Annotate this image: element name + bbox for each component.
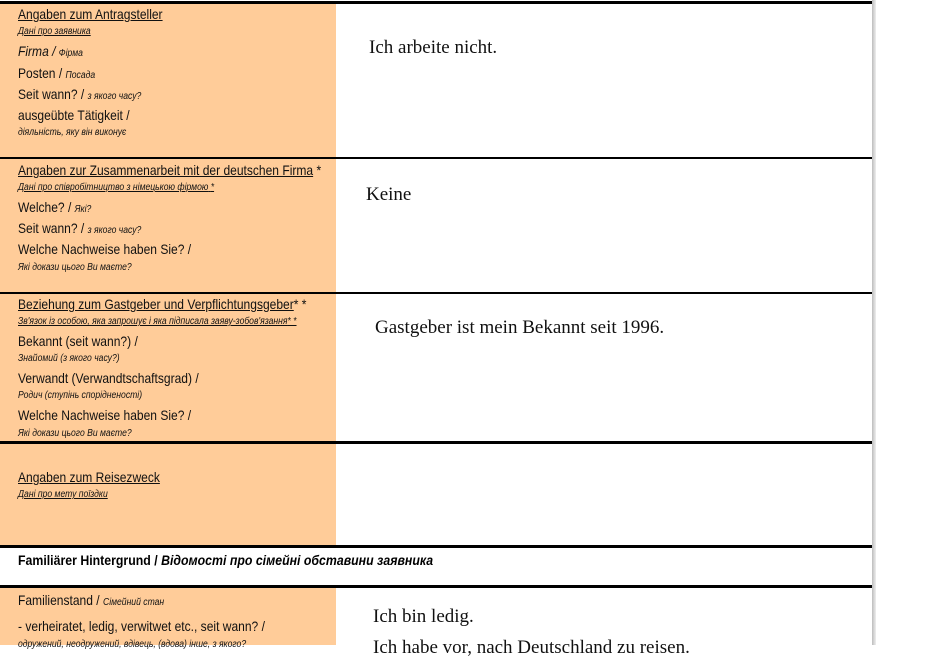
page-edge-shadow: [872, 0, 876, 645]
rule-top: [0, 1, 872, 4]
posten-label: Posten / Посада: [18, 65, 96, 81]
rule-section-2: [0, 157, 872, 159]
taetigkeit-label: ausgeübte Tätigkeit /: [18, 107, 130, 123]
family-header: Familiärer Hintergrund / Відомості про сімейні обставини заявника: [18, 552, 434, 568]
family-answer-2: Ich habe vor, nach Deutschland zu reisen.: [373, 637, 690, 658]
taetigkeit-label-uk: діяльність, яку він виконує: [18, 127, 127, 138]
nachweise-3-label: Welche Nachweise haben Sie? /: [18, 407, 192, 423]
rule-section-4: [0, 441, 872, 444]
seit-wann-label: Seit wann? / з якого часу?: [18, 86, 142, 102]
firma-label: Firma / Фірма: [18, 43, 83, 59]
section-1-title: Angaben zum Antragsteller: [18, 6, 163, 22]
rule-section-3: [0, 292, 872, 294]
familienstand-options-uk: одружений, неодружений, вдівець, (вдова) інше, з якого?: [18, 639, 247, 650]
section-3-title: Beziehung zum Gastgeber und Verpflichtungsgeber* *: [18, 296, 307, 312]
welche-label: Welche? / Які?: [18, 199, 92, 215]
section-3-title-uk: Зв'язок із особою, яка запрошує і яка підписала заяву-зобов'язання* *: [18, 316, 297, 327]
section-2-title-uk: Дані про співробітництво з німецькою фірмою *: [18, 182, 215, 193]
section-1-answer: Ich arbeite nicht.: [369, 37, 498, 58]
section-4-title: Angaben zum Reisezweck: [18, 469, 160, 485]
nachweise-3-label-uk: Які докази цього Ви маєте?: [18, 428, 132, 439]
nachweise-label: Welche Nachweise haben Sie? /: [18, 241, 192, 257]
rule-family: [0, 585, 872, 588]
section-4-title-uk: Дані про мету поїздки: [18, 489, 108, 500]
seit-wann-2-label: Seit wann? / з якого часу?: [18, 220, 142, 236]
section-2-title: Angaben zur Zusammenarbeit mit der deutschen Firma *: [18, 162, 322, 178]
section-3-answer: Gastgeber ist mein Bekannt seit 1996.: [375, 317, 665, 338]
section-2-answer: Keine: [366, 184, 412, 205]
verwandt-label-uk: Родич (ступінь спорідненості): [18, 390, 143, 401]
bekannt-label: Bekannt (seit wann?) /: [18, 333, 138, 349]
nachweise-label-uk: Які докази цього Ви маєте?: [18, 262, 132, 273]
familienstand-options: - verheiratet, ledig, verwitwet etc., seit wann? /: [18, 618, 265, 634]
familienstand-label: Familienstand / Сімейний стан: [18, 592, 165, 608]
rule-family-header: [0, 545, 872, 548]
verwandt-label: Verwandt (Verwandtschaftsgrad) /: [18, 370, 199, 386]
family-answer: Ich bin ledig.: [373, 606, 474, 627]
bekannt-label-uk: Знайомий (з якого часу?): [18, 353, 120, 364]
section-1-title-uk: Дані про заявника: [18, 26, 91, 37]
